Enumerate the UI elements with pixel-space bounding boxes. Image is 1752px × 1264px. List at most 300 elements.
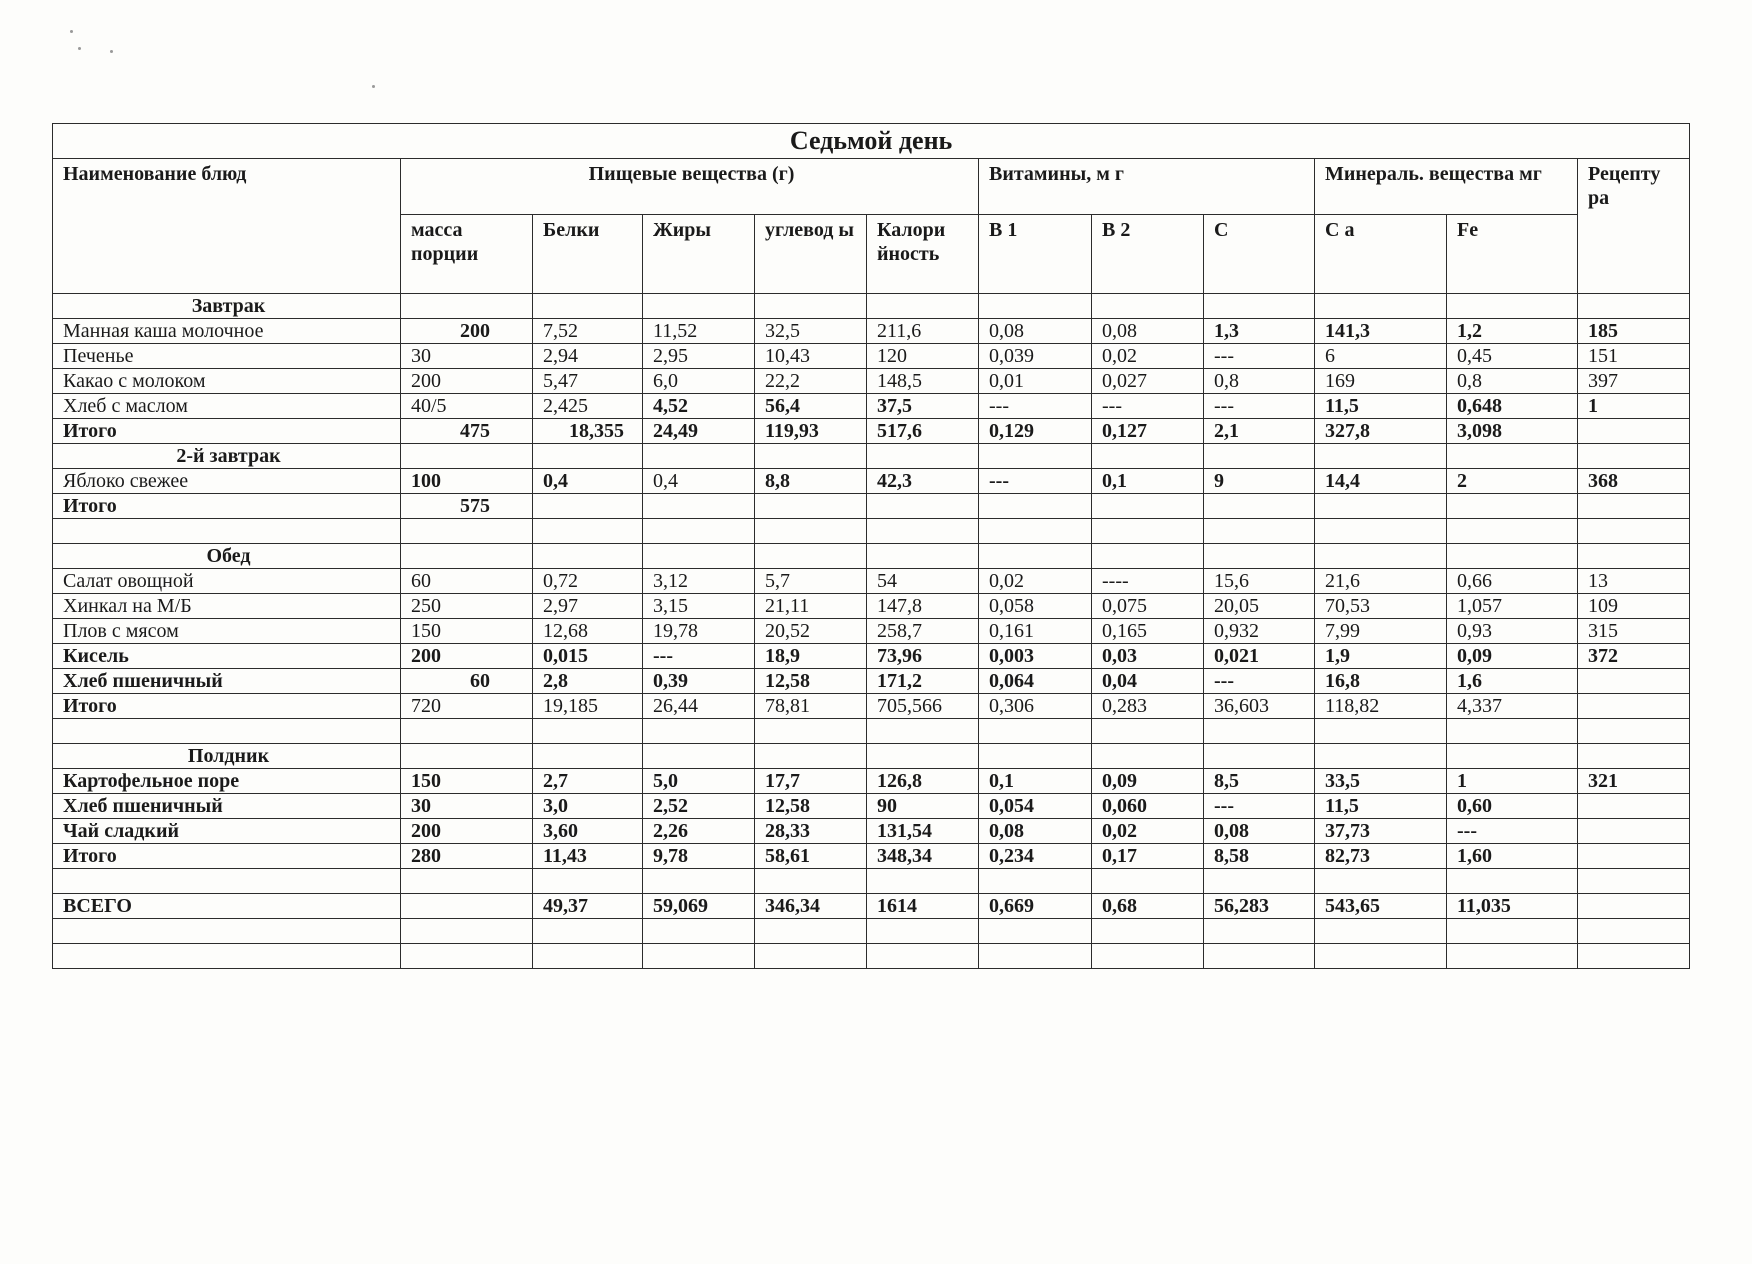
value-cell: 543,65: [1315, 894, 1447, 919]
table-cell: [867, 919, 979, 944]
value-cell: 56,4: [755, 394, 867, 419]
value-cell: 3,60: [533, 819, 643, 844]
value-cell: 327,8: [1315, 419, 1447, 444]
value-cell: [1578, 794, 1690, 819]
table-cell: [755, 719, 867, 744]
dish-name-cell: Печенье: [53, 344, 401, 369]
value-cell: 16,8: [1315, 669, 1447, 694]
value-cell: 0,93: [1447, 619, 1578, 644]
value-cell: 1,6: [1447, 669, 1578, 694]
table-cell: [1315, 519, 1447, 544]
table-row: [53, 394, 1690, 419]
value-cell: 12,68: [533, 619, 643, 644]
value-cell: 8,5: [1204, 769, 1315, 794]
value-cell: 120: [867, 344, 979, 369]
table-cell: [1315, 869, 1447, 894]
empty-row: [53, 869, 1690, 894]
table-cell: [401, 919, 533, 944]
value-cell: 54: [867, 569, 979, 594]
value-cell: 0,129: [979, 419, 1092, 444]
value-cell: [1447, 494, 1578, 519]
value-cell: 0,306: [979, 694, 1092, 719]
value-cell: [533, 494, 643, 519]
table-cell: [1578, 719, 1690, 744]
value-cell: ---: [643, 644, 755, 669]
value-cell: 60: [401, 569, 533, 594]
value-cell: 7,99: [1315, 619, 1447, 644]
value-cell: ---: [979, 394, 1092, 419]
table-cell: [755, 744, 867, 769]
value-cell: 21,11: [755, 594, 867, 619]
value-cell: 56,283: [1204, 894, 1315, 919]
value-cell: 258,7: [867, 619, 979, 644]
table-row: [53, 694, 1690, 719]
table-cell: [1092, 719, 1204, 744]
table-cell: [979, 519, 1092, 544]
value-cell: 1,2: [1447, 319, 1578, 344]
table-cell: [53, 919, 401, 944]
table-cell: [1578, 944, 1690, 969]
value-cell: 0,060: [1092, 794, 1204, 819]
table-cell: [1092, 519, 1204, 544]
value-cell: [1578, 669, 1690, 694]
dish-name-cell: Итого: [53, 419, 401, 444]
value-cell: 0,054: [979, 794, 1092, 819]
scan-speck: [372, 85, 375, 88]
value-cell: 37,5: [867, 394, 979, 419]
table-cell: [1204, 444, 1315, 469]
dish-name-cell: Итого: [53, 844, 401, 869]
header-b2: В 2: [1092, 215, 1204, 294]
table-cell: [1092, 944, 1204, 969]
value-cell: 0,17: [1092, 844, 1204, 869]
value-cell: 141,3: [1315, 319, 1447, 344]
value-cell: 348,34: [867, 844, 979, 869]
value-cell: 280: [401, 844, 533, 869]
table-cell: [533, 919, 643, 944]
value-cell: 12,58: [755, 794, 867, 819]
value-cell: ---: [1204, 669, 1315, 694]
value-cell: [1578, 694, 1690, 719]
value-cell: 575: [401, 494, 533, 519]
value-cell: 40/5: [401, 394, 533, 419]
value-cell: 0,66: [1447, 569, 1578, 594]
value-cell: 200: [401, 369, 533, 394]
value-cell: 0,4: [643, 469, 755, 494]
table-cell: [1315, 944, 1447, 969]
scan-speck: [110, 50, 113, 53]
table-row: [53, 594, 1690, 619]
value-cell: 0,1: [1092, 469, 1204, 494]
value-cell: 36,603: [1204, 694, 1315, 719]
table-cell: [1447, 869, 1578, 894]
table-cell: [1578, 919, 1690, 944]
value-cell: [867, 494, 979, 519]
value-cell: ---: [1204, 394, 1315, 419]
value-cell: 0,127: [1092, 419, 1204, 444]
dish-name-cell: Итого: [53, 494, 401, 519]
header-nutrients: Пищевые вещества (г): [401, 159, 979, 215]
value-cell: 1: [1578, 394, 1690, 419]
dish-name-cell: Чай сладкий: [53, 819, 401, 844]
value-cell: 150: [401, 619, 533, 644]
table-cell: [755, 919, 867, 944]
value-cell: 211,6: [867, 319, 979, 344]
dish-name-cell: Яблоко свежее: [53, 469, 401, 494]
value-cell: 0,003: [979, 644, 1092, 669]
table-cell: [979, 869, 1092, 894]
table-cell: [1447, 294, 1578, 319]
table-cell: [979, 744, 1092, 769]
value-cell: 0,027: [1092, 369, 1204, 394]
table-cell: [1578, 544, 1690, 569]
value-cell: 147,8: [867, 594, 979, 619]
table-cell: [755, 544, 867, 569]
header-carbs: углевод ы: [755, 215, 867, 294]
value-cell: 0,932: [1204, 619, 1315, 644]
value-cell: 9,78: [643, 844, 755, 869]
value-cell: 151: [1578, 344, 1690, 369]
table-cell: [1092, 744, 1204, 769]
value-cell: 0,09: [1447, 644, 1578, 669]
table-cell: [533, 519, 643, 544]
table-cell: [867, 719, 979, 744]
value-cell: 0,01: [979, 369, 1092, 394]
value-cell: 0,45: [1447, 344, 1578, 369]
value-cell: [1315, 494, 1447, 519]
table-cell: [533, 544, 643, 569]
value-cell: 169: [1315, 369, 1447, 394]
value-cell: 1,057: [1447, 594, 1578, 619]
value-cell: 1,3: [1204, 319, 1315, 344]
value-cell: 0,08: [979, 319, 1092, 344]
value-cell: 0,165: [1092, 619, 1204, 644]
value-cell: 0,68: [1092, 894, 1204, 919]
value-cell: 59,069: [643, 894, 755, 919]
table-cell: [1447, 544, 1578, 569]
table-cell: [755, 869, 867, 894]
table-cell: [401, 944, 533, 969]
table-cell: [1315, 444, 1447, 469]
table-cell: [1447, 444, 1578, 469]
value-cell: 78,81: [755, 694, 867, 719]
value-cell: 19,185: [533, 694, 643, 719]
dish-name-cell: Итого: [53, 694, 401, 719]
value-cell: 0,669: [979, 894, 1092, 919]
value-cell: 5,7: [755, 569, 867, 594]
value-cell: 8,8: [755, 469, 867, 494]
header-protein: Белки: [533, 215, 643, 294]
value-cell: 705,566: [867, 694, 979, 719]
table-cell: [755, 519, 867, 544]
value-cell: 20,05: [1204, 594, 1315, 619]
table-cell: [643, 294, 755, 319]
value-cell: 100: [401, 469, 533, 494]
value-cell: 2,7: [533, 769, 643, 794]
table-row: [53, 644, 1690, 669]
value-cell: 171,2: [867, 669, 979, 694]
page-title: Седьмой день: [53, 124, 1690, 159]
table-cell: [533, 944, 643, 969]
scan-speck: [70, 30, 73, 33]
table-cell: [643, 519, 755, 544]
value-cell: 0,08: [1092, 319, 1204, 344]
value-cell: 0,03: [1092, 644, 1204, 669]
value-cell: 1,9: [1315, 644, 1447, 669]
value-cell: 0,075: [1092, 594, 1204, 619]
table-row: [53, 369, 1690, 394]
table-cell: [643, 869, 755, 894]
header-mass: масса порции: [401, 215, 533, 294]
table-cell: [1578, 519, 1690, 544]
value-cell: 2: [1447, 469, 1578, 494]
table-cell: [401, 444, 533, 469]
value-cell: 11,035: [1447, 894, 1578, 919]
value-cell: 28,33: [755, 819, 867, 844]
value-cell: 368: [1578, 469, 1690, 494]
value-cell: 24,49: [643, 419, 755, 444]
value-cell: ---: [1204, 344, 1315, 369]
table-cell: [867, 544, 979, 569]
table-row: [53, 494, 1690, 519]
table-cell: [53, 519, 401, 544]
value-cell: [1578, 419, 1690, 444]
value-cell: 0,72: [533, 569, 643, 594]
header-ca: С а: [1315, 215, 1447, 294]
dish-name-cell: Хлеб пшеничный: [53, 669, 401, 694]
dish-name-cell: ВСЕГО: [53, 894, 401, 919]
value-cell: 2,26: [643, 819, 755, 844]
table-cell: [401, 719, 533, 744]
value-cell: 0,015: [533, 644, 643, 669]
value-cell: 0,39: [643, 669, 755, 694]
value-cell: 9: [1204, 469, 1315, 494]
table-cell: [401, 869, 533, 894]
table-cell: [1204, 519, 1315, 544]
value-cell: 8,58: [1204, 844, 1315, 869]
value-cell: 0,058: [979, 594, 1092, 619]
value-cell: 1,60: [1447, 844, 1578, 869]
section-row: [53, 444, 1690, 469]
value-cell: 250: [401, 594, 533, 619]
table-cell: [401, 744, 533, 769]
section-row: [53, 294, 1690, 319]
table-cell: [533, 869, 643, 894]
value-cell: 6,0: [643, 369, 755, 394]
table-row: [53, 469, 1690, 494]
empty-row: [53, 519, 1690, 544]
value-cell: 0,021: [1204, 644, 1315, 669]
table-cell: [1578, 744, 1690, 769]
table-cell: [533, 444, 643, 469]
value-cell: 12,58: [755, 669, 867, 694]
value-cell: 2,1: [1204, 419, 1315, 444]
table-cell: [755, 294, 867, 319]
value-cell: [401, 894, 533, 919]
table-cell: [1092, 294, 1204, 319]
value-cell: 397: [1578, 369, 1690, 394]
empty-row: [53, 944, 1690, 969]
table-cell: [1204, 719, 1315, 744]
table-cell: [53, 719, 401, 744]
value-cell: [643, 494, 755, 519]
table-row: [53, 819, 1690, 844]
value-cell: 1: [1447, 769, 1578, 794]
header-vitamins: Витамины, м г: [979, 159, 1315, 215]
value-cell: 0,02: [979, 569, 1092, 594]
value-cell: 4,52: [643, 394, 755, 419]
value-cell: ---: [979, 469, 1092, 494]
dish-name-cell: Какао с молоком: [53, 369, 401, 394]
table-row: [53, 769, 1690, 794]
value-cell: [1092, 494, 1204, 519]
table-cell: [1447, 744, 1578, 769]
table-cell: [979, 294, 1092, 319]
value-cell: 5,0: [643, 769, 755, 794]
table-cell: [1204, 544, 1315, 569]
value-cell: 148,5: [867, 369, 979, 394]
value-cell: [979, 494, 1092, 519]
table-row: [53, 894, 1690, 919]
value-cell: 30: [401, 794, 533, 819]
value-cell: 0,648: [1447, 394, 1578, 419]
table-row: [53, 419, 1690, 444]
dish-name-cell: Салат овощной: [53, 569, 401, 594]
value-cell: 720: [401, 694, 533, 719]
value-cell: 2,95: [643, 344, 755, 369]
dish-name-cell: Хлеб с маслом: [53, 394, 401, 419]
value-cell: 15,6: [1204, 569, 1315, 594]
value-cell: 2,94: [533, 344, 643, 369]
value-cell: 3,0: [533, 794, 643, 819]
value-cell: 0,4: [533, 469, 643, 494]
value-cell: 11,43: [533, 844, 643, 869]
header-fat: Жиры: [643, 215, 755, 294]
table-cell: [755, 444, 867, 469]
dish-name-cell: Плов с мясом: [53, 619, 401, 644]
table-cell: [979, 919, 1092, 944]
value-cell: 200: [401, 319, 533, 344]
value-cell: 11,5: [1315, 394, 1447, 419]
value-cell: 0,283: [1092, 694, 1204, 719]
value-cell: 185: [1578, 319, 1690, 344]
header-calories: Калори йность: [867, 215, 979, 294]
table-cell: [1092, 919, 1204, 944]
table-cell: [867, 744, 979, 769]
section-label: 2-й завтрак: [53, 444, 401, 469]
table-cell: [755, 944, 867, 969]
value-cell: 33,5: [1315, 769, 1447, 794]
value-cell: 90: [867, 794, 979, 819]
value-cell: 2,8: [533, 669, 643, 694]
value-cell: 0,234: [979, 844, 1092, 869]
table-cell: [401, 544, 533, 569]
table-cell: [1204, 919, 1315, 944]
section-row: [53, 744, 1690, 769]
table-cell: [1204, 294, 1315, 319]
table-row: [53, 794, 1690, 819]
table-body: [53, 294, 1690, 969]
value-cell: 0,064: [979, 669, 1092, 694]
value-cell: 20,52: [755, 619, 867, 644]
value-cell: 0,1: [979, 769, 1092, 794]
table-cell: [867, 444, 979, 469]
value-cell: 22,2: [755, 369, 867, 394]
value-cell: 14,4: [1315, 469, 1447, 494]
table-cell: [401, 294, 533, 319]
value-cell: 200: [401, 819, 533, 844]
dish-name-cell: Манная каша молочное: [53, 319, 401, 344]
table-cell: [643, 944, 755, 969]
value-cell: [1578, 894, 1690, 919]
value-cell: 118,82: [1315, 694, 1447, 719]
value-cell: 346,34: [755, 894, 867, 919]
value-cell: 126,8: [867, 769, 979, 794]
value-cell: 200: [401, 644, 533, 669]
value-cell: 0,039: [979, 344, 1092, 369]
value-cell: 49,37: [533, 894, 643, 919]
table-cell: [643, 744, 755, 769]
table-row: [53, 669, 1690, 694]
value-cell: ----: [1092, 569, 1204, 594]
value-cell: 19,78: [643, 619, 755, 644]
value-cell: 42,3: [867, 469, 979, 494]
table-cell: [533, 719, 643, 744]
table-cell: [1204, 744, 1315, 769]
value-cell: 70,53: [1315, 594, 1447, 619]
header-fe: Fe: [1447, 215, 1578, 294]
table-cell: [1578, 869, 1690, 894]
dish-name-cell: Картофельное поре: [53, 769, 401, 794]
value-cell: 2,52: [643, 794, 755, 819]
table-cell: [1092, 869, 1204, 894]
table-cell: [1315, 744, 1447, 769]
table-cell: [1447, 519, 1578, 544]
value-cell: [1578, 819, 1690, 844]
value-cell: 131,54: [867, 819, 979, 844]
value-cell: 0,8: [1204, 369, 1315, 394]
table-cell: [643, 919, 755, 944]
table-cell: [1315, 544, 1447, 569]
table-cell: [53, 869, 401, 894]
value-cell: 37,73: [1315, 819, 1447, 844]
table-cell: [1578, 294, 1690, 319]
table-cell: [1315, 719, 1447, 744]
table-cell: [867, 869, 979, 894]
table-cell: [643, 719, 755, 744]
value-cell: 73,96: [867, 644, 979, 669]
value-cell: 21,6: [1315, 569, 1447, 594]
table-cell: [867, 519, 979, 544]
value-cell: 82,73: [1315, 844, 1447, 869]
dish-name-cell: Кисель: [53, 644, 401, 669]
value-cell: 11,5: [1315, 794, 1447, 819]
table-cell: [533, 294, 643, 319]
table-cell: [979, 944, 1092, 969]
value-cell: [755, 494, 867, 519]
table-cell: [1315, 294, 1447, 319]
value-cell: 4,337: [1447, 694, 1578, 719]
header-b1: В 1: [979, 215, 1092, 294]
value-cell: 17,7: [755, 769, 867, 794]
table-row: [53, 619, 1690, 644]
value-cell: 7,52: [533, 319, 643, 344]
table-cell: [533, 744, 643, 769]
empty-row: [53, 719, 1690, 744]
value-cell: 0,60: [1447, 794, 1578, 819]
dish-name-cell: Хлеб пшеничный: [53, 794, 401, 819]
value-cell: 6: [1315, 344, 1447, 369]
